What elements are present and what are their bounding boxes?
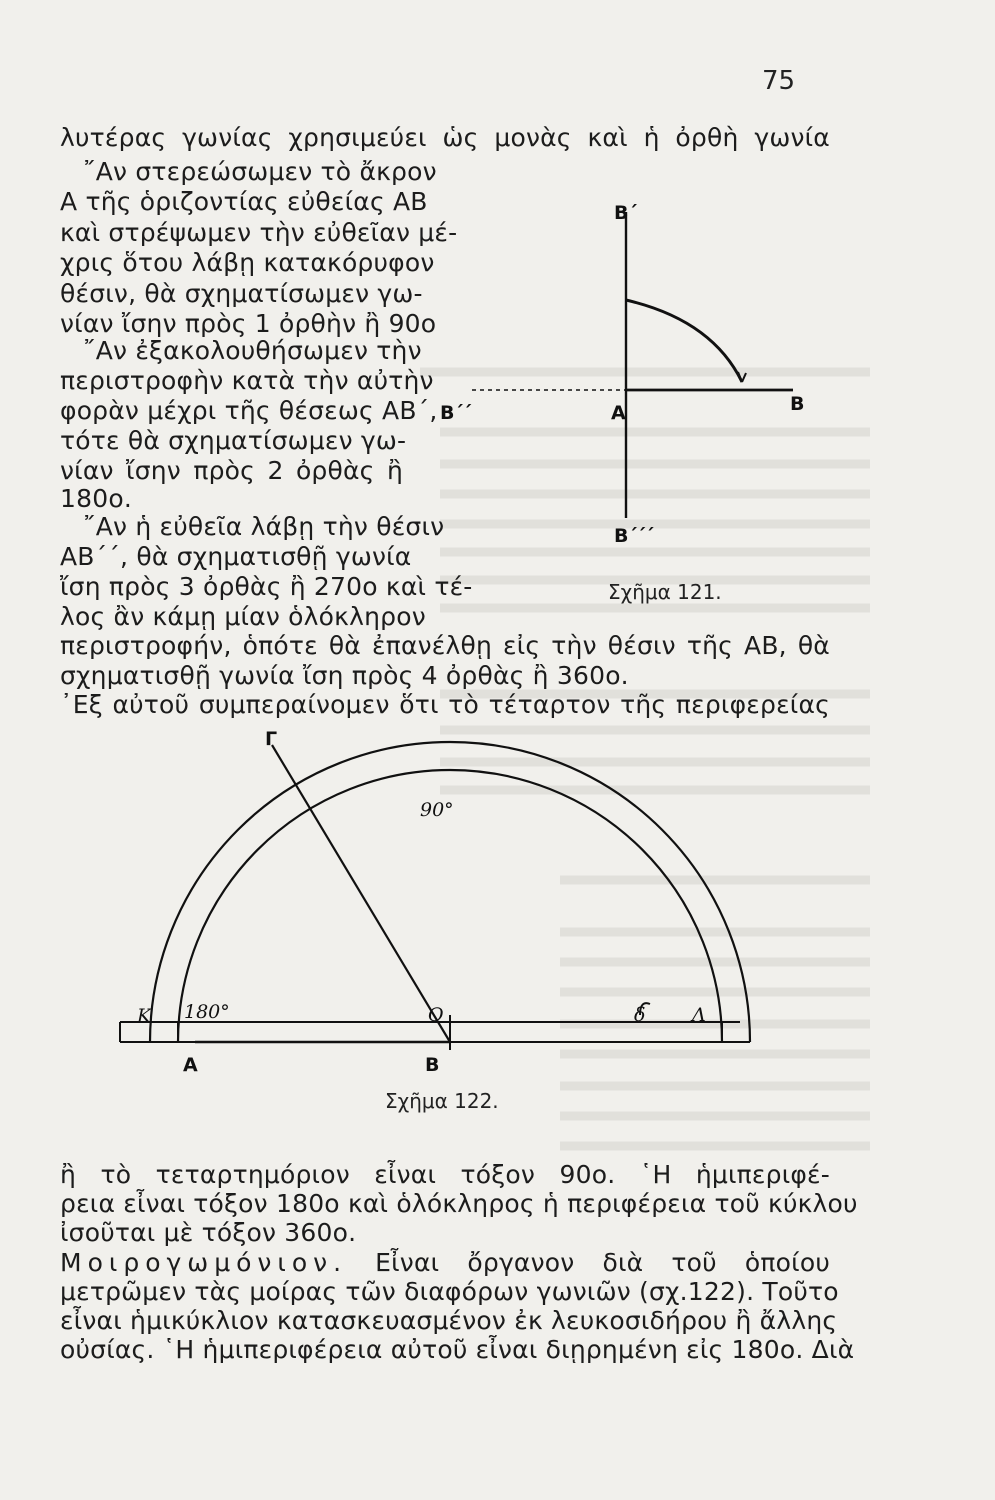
label-b: Β xyxy=(790,393,805,415)
text-line: ῎Αν στερεώσωμεν τὸ ἄκρον xyxy=(83,157,437,186)
text-line: λος ἂν κάμῃ μίαν ὁλόκληρον xyxy=(60,602,426,631)
text-line: περιστροφὴν κατὰ τὴν αὐτὴν xyxy=(60,366,434,395)
text-line: νίαν ἴσην πρὸς 2 ὀρθὰς ἢ xyxy=(60,456,403,485)
text-line: λυτέρας γωνίας χρησιμεύει ὡς μονὰς καὶ ἡ ὀρθὴ γωνία xyxy=(60,123,830,152)
text-line: οὐσίας. ῾Η ἡμιπεριφέρεια αὐτοῦ εἶναι διῃρημένη εἰς 180ο. Διὰ xyxy=(60,1335,855,1364)
figure-122-caption: Σχῆμα 122. xyxy=(385,1089,499,1113)
label-b: Β xyxy=(425,1054,440,1076)
text-line: φορὰν μέχρι τῆς θέσεως ΑΒ΄, xyxy=(60,396,438,425)
label-b-double-prime: Β΄΄ xyxy=(440,402,472,424)
label-k: Κ xyxy=(137,1005,152,1027)
label-o: Ο xyxy=(428,1004,444,1026)
text-line: μετρῶμεν τὰς μοίρας τῶν διαφόρων γωνιῶν (σχ.122). Τοῦτο xyxy=(60,1277,839,1306)
text-line: ῎Αν ἡ εὐθεῖα λάβῃ τὴν θέσιν xyxy=(83,512,445,541)
label-b-triple-prime: Β΄΄΄ xyxy=(614,525,654,547)
text-line: ῎Αν ἐξακολουθήσωμεν τὴν xyxy=(83,336,422,365)
label-a: Α xyxy=(183,1054,198,1076)
text-line: Α τῆς ὁριζοντίας εὐθείας ΑΒ xyxy=(60,187,428,216)
text-line: ρεια εἶναι τόξον 180ο καὶ ὁλόκληρος ἡ περιφέρεια τοῦ κύκλου xyxy=(60,1189,858,1218)
label-lambda: Λ xyxy=(692,1004,706,1026)
text-line: περιστροφήν, ὁπότε θὰ ἐπανέλθῃ εἰς τὴν θέσιν τῆς ΑΒ, θὰ xyxy=(60,631,830,660)
figure-121-caption: Σχῆμα 121. xyxy=(608,580,722,604)
text-line: νίαν ἴσην πρὸς 1 ὀρθὴν ἢ 90ο xyxy=(60,309,437,338)
text-line: εἶναι ἡμικύκλιον κατασκευασμένον ἐκ λευκοσιδήρου ἢ ἄλλης xyxy=(60,1306,838,1335)
text-line xyxy=(60,1248,830,1278)
label-b-prime: Β΄ xyxy=(614,202,637,224)
text-line: θέσιν, θὰ σχηματίσωμεν γω- xyxy=(60,279,423,308)
text-line: ᾿Εξ αὐτοῦ συμπεραίνομεν ὅτι τὸ τέταρτον τῆς περιφερείας xyxy=(60,690,830,719)
text-line: καὶ στρέψωμεν τὴν εὐθεῖαν μέ- xyxy=(60,218,458,247)
page-number: 75 xyxy=(762,66,796,96)
text-line: ἢ τὸ τεταρτημόριον εἶναι τόξον 90ο. ῾Η ἡμιπεριφέ- xyxy=(60,1160,830,1189)
spaced-term: Μοιρογωμόνιον. xyxy=(60,1248,348,1277)
text-line: 180ο. xyxy=(60,484,132,513)
outer-arc xyxy=(150,742,750,1042)
text-line: σχηματισθῇ γωνία ἴση πρὸς 4 ὀρθὰς ἢ 360ο. xyxy=(60,661,629,690)
text-line: χρις ὅτου λάβῃ κατακόρυφον xyxy=(60,248,435,277)
text-span: Εἶναι ὄργανον διὰ τοῦ ὁποίου xyxy=(347,1248,830,1277)
label-delta: δ xyxy=(634,1004,646,1026)
label-90-degrees: 90° xyxy=(420,799,454,821)
text-line: ἴση πρὸς 3 ὀρθὰς ἢ 270ο καὶ τέ- xyxy=(60,572,473,601)
text-line: τότε θὰ σχηματίσωμεν γω- xyxy=(60,426,407,455)
label-180-degrees: 180° xyxy=(184,1001,230,1023)
ray-og xyxy=(272,745,450,1042)
text-line: ΑΒ΄΄, θὰ σχηματισθῇ γωνία xyxy=(60,542,412,571)
label-gamma: Γ xyxy=(265,728,278,750)
text-line: ἰσοῦται μὲ τόξον 360ο. xyxy=(60,1218,357,1247)
label-a: Α xyxy=(611,402,626,424)
